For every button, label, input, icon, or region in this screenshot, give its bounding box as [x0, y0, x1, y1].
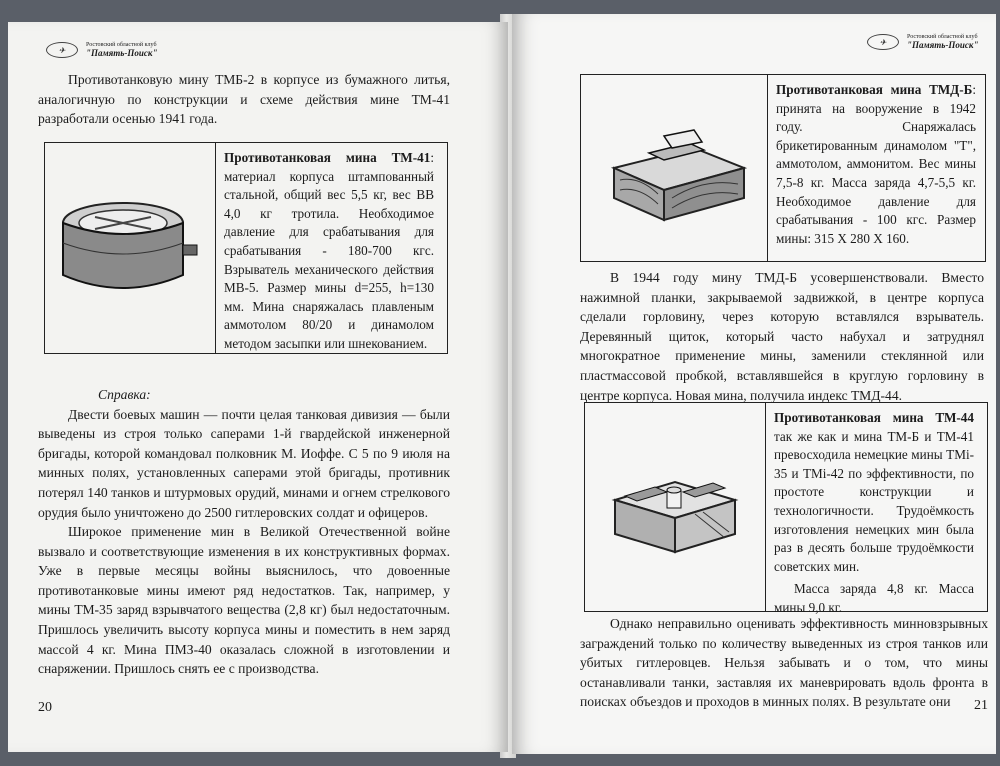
tm41-body: : материал корпуса штампованный стальной, общий вес 5,5 кг, вес ВВ 4,0 кг тротила. Необходимое давление для срабатывания для срабатывания - 180-700 кгс. Взрыватель механического действия МВ-5. Размер мины d=255, h=130 мм. Мина снаряжалась плавленым аммотолом 80/20 и динамолом методом засыпки или шнекованием.	[224, 150, 434, 351]
tm41-image	[45, 143, 216, 353]
paragraph-mines-changes: Широкое применение мин в Великой Отечественной войне вызвало и соответствующие изменения в их конструктивных формах. Уже в первые месяцы войны выяснилось, что довоенные противотанковые мины имеют ряд недостатков. Так, например, у мины ТМ-35 заряд взрывчатого вещества (2,8 кг) был недостаточным. Пришлось увеличить высоту корпуса мины и поместить в нем заряд массой 4 кг. Мина ПМЗ-40 оказалась сложной в изготовлении и снаряжении. Пришлось снять ее с производства.	[38, 524, 450, 677]
page-header	[867, 34, 978, 50]
tmdb-info-box	[580, 74, 986, 262]
reference-label: Справка:	[98, 387, 151, 402]
page-number-left: 20	[38, 700, 52, 715]
page-header	[46, 42, 157, 58]
tm44-extra: Масса заряда 4,8 кг. Масса мины 9,0 кг.	[774, 581, 974, 615]
tmdb-title: Противотанковая мина ТМД-Б	[776, 82, 973, 97]
tm44-title: Противотанковая мина ТМ-44	[774, 410, 974, 425]
page-number-right: 21	[974, 698, 988, 713]
tm41-title: Противотанковая мина ТМ-41	[224, 150, 431, 165]
tm44-description	[766, 403, 982, 615]
tm44-info-box	[584, 402, 988, 615]
tmdb-image	[581, 75, 768, 261]
club-line: Ростовский областной клуб	[907, 34, 978, 40]
tmdb-description	[768, 75, 984, 261]
intro-paragraph: Противотанковую мину ТМБ-2 в корпусе из бумажного литья, аналогичную по конструкции и схеме действия мине ТМ-41 разработали осенью 1941 года.	[38, 72, 450, 127]
paragraph-effectiveness: Однако неправильно оценивать эффективность минновзрывных заграждений только по количеству выведенных из строя танков или убитых гитлеровцев. Нельзя забывать и о том, что мины останавливали танки, заставляя их маневрировать вдоль фронта в поисках объездов и проходов в минных полях. В результате они	[580, 616, 988, 710]
tm44-image	[585, 403, 766, 611]
tmdb-body: : принята на вооружение в 1942 году. Снаряжалась брикетированным динамолом "Т", аммотолом, аммонитом. Вес мины 7,5-8 кг. Масса заряда 4,7-5,5 кг. Необходимое давление для срабатывания - 100 кгс. Размер мины: 315 Х 280 Х 160.	[776, 82, 976, 246]
club-name: "Память-Поиск"	[86, 47, 158, 58]
tm41-description	[216, 143, 442, 353]
tm44-body: так же как и мина ТМ-Б и ТМ-41 превосходила немецкие мины TMi-35 и TMi-42 по эффективности, по простоте конструкции и технологичности. Трудоёмкость изготовления немецких мин была раз в десять больше трудоёмкости советских мин.	[774, 428, 974, 574]
paragraph-tmd44: В 1944 году мину ТМД-Б усовершенствовали. Вместо нажимной планки, закрываемой задвижкой, в центре корпуса сделали горловину, через которую вставлялся взрыватель. Деревянный щиток, который часто набухал и затруднял многократное применение мины, заменили стеклянной или пластмассовой пробкой, вставлявшейся в круглую горловину в центре корпуса. Новая мина, получила индекс ТМД-44.	[580, 270, 984, 403]
right-page	[512, 14, 996, 754]
tm41-info-box	[44, 142, 448, 354]
tmdb-mine-illustration	[594, 108, 754, 228]
club-line: Ростовский областной клуб	[86, 42, 157, 48]
tm41-mine-illustration	[55, 193, 205, 303]
club-name: "Память-Поиск"	[907, 39, 979, 50]
club-logo-icon: ✈	[46, 42, 78, 58]
tm44-mine-illustration	[605, 452, 745, 562]
reference-text: Двести боевых машин — почти целая танковая дивизия — были выведены из строя только саперами 1-й гвардейской инженерной бригады, которой командовал полковник М. Иоффе. С 5 по 9 июля на минных полях, установленных саперами этой бригады, противник потерял 140 танков и штурмовых орудий, минами и огнем стрелкового орудия было уничтожено до 2500 гитлеровских солдат и офицеров.	[38, 406, 450, 520]
left-page	[8, 22, 508, 752]
reference-block	[38, 385, 450, 522]
club-logo-icon: ✈	[867, 34, 899, 50]
